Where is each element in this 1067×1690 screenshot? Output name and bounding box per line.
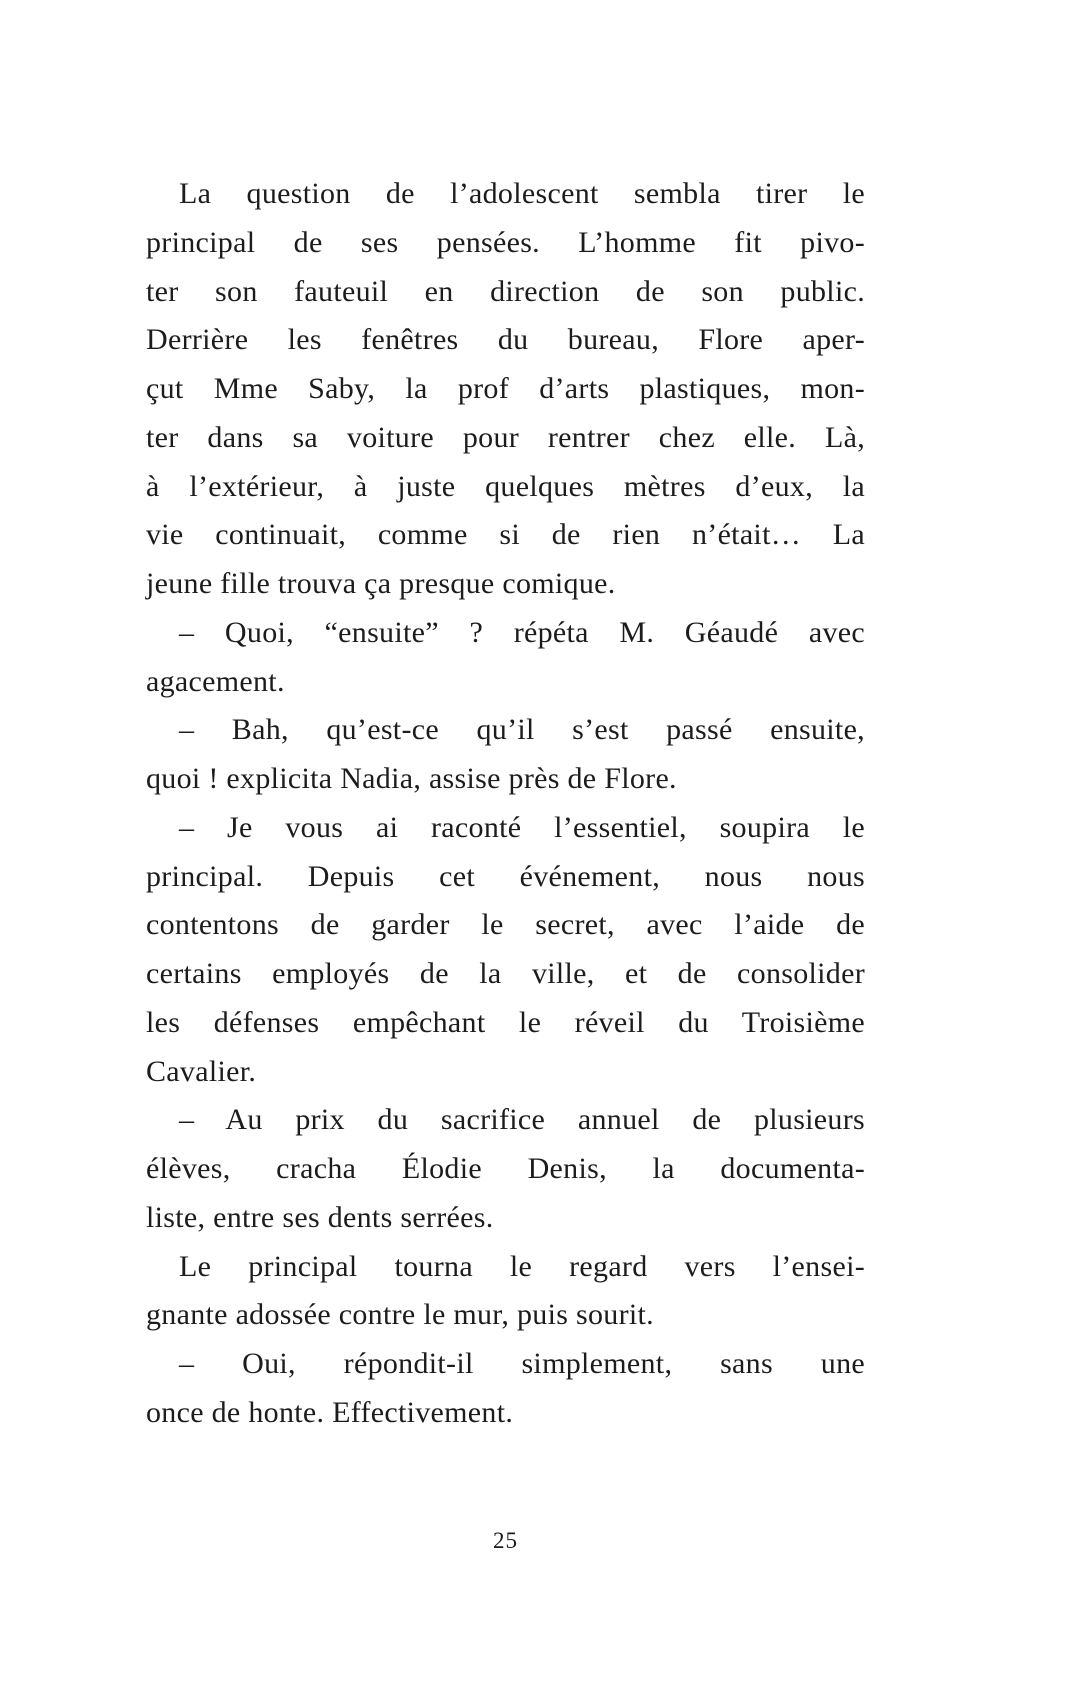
text-line: principal de ses pensées. L’homme fit pivo- [146, 225, 865, 259]
text-line: ter dans sa voiture pour rentrer chez elle. Là, [146, 420, 865, 454]
text-line: Derrière les fenêtres du bureau, Flore aper- [146, 323, 865, 357]
text-line: vie continuait, comme si de rien n’était… La [146, 518, 865, 552]
text-line: Cavalier. [146, 1054, 257, 1088]
text-line: élèves, cracha Élodie Denis, la documenta- [146, 1152, 865, 1185]
text-line: jeune fille trouva ça presque comique. [146, 567, 616, 600]
text-line: principal. Depuis cet événement, nous nous [146, 859, 865, 893]
page-number: 25 [493, 1528, 518, 1553]
text-line: ter son fauteuil en direction de son public. [146, 274, 865, 308]
text-line: quoi ! explicita Nadia, assise près de Flore. [146, 762, 677, 795]
text-line: Le principal tourna le regard vers l’ensei- [179, 1249, 865, 1283]
text-line: çut Mme Saby, la prof d’arts plastiques, mon- [146, 372, 865, 405]
text-line: gnante adossée contre le mur, puis sourit. [146, 1298, 654, 1332]
text-line: once de honte. Effectivement. [146, 1395, 514, 1429]
text-line: – Je vous ai raconté l’essentiel, soupira le [179, 810, 865, 844]
text-line: La question de l’adolescent sembla tirer le [179, 177, 865, 210]
text-line: agacement. [146, 664, 285, 698]
text-line: – Au prix du sacrifice annuel de plusieurs [179, 1103, 865, 1137]
text-line: les défenses empêchant le réveil du Troisième [146, 1005, 865, 1039]
text-line: contentons de garder le secret, avec l’aide de [146, 908, 865, 942]
text-line: – Bah, qu’est-ce qu’il s’est passé ensuite, [179, 713, 865, 747]
text-line: – Oui, répondit-il simplement, sans une [179, 1347, 865, 1380]
text-line: liste, entre ses dents serrées. [146, 1200, 494, 1234]
text-line: certains employés de la ville, et de consolider [146, 957, 865, 990]
text-line: – Quoi, “ensuite” ? répéta M. Géaudé avec [179, 615, 865, 649]
text-block [146, 170, 865, 1438]
text-line: à l’extérieur, à juste quelques mètres d’eux, la [146, 469, 865, 503]
